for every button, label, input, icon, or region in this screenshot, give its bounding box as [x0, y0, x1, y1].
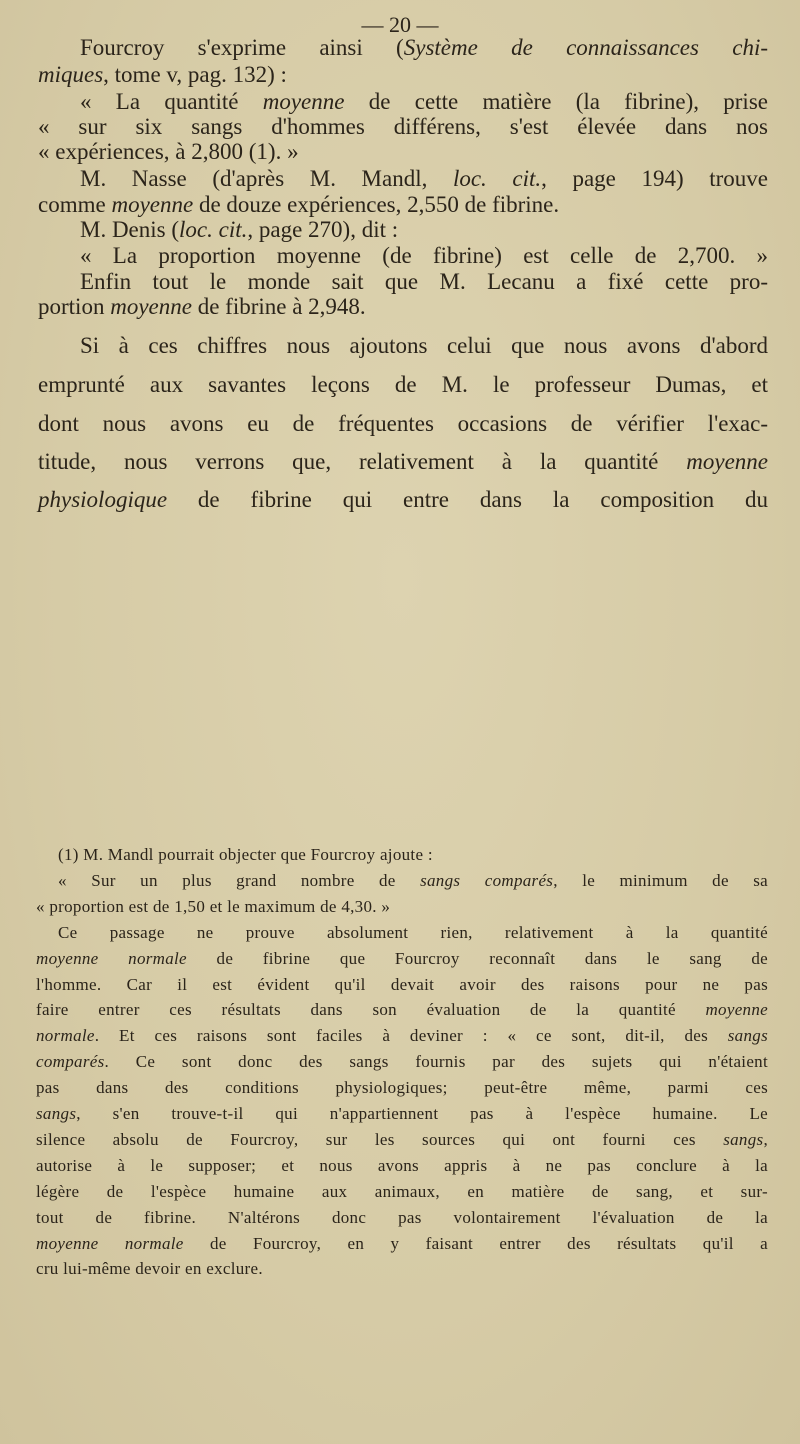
italic-text: moyenne [705, 1000, 768, 1020]
footnote-line [36, 1129, 768, 1151]
text-segment: , s'en trouve-t-il qui n'appartiennent pas à l'espèce humaine. Le [76, 1104, 768, 1123]
text-line [80, 242, 768, 270]
text-segment: tout de fibrine. N'altérons donc pas volontairement l'évaluation de la [36, 1207, 768, 1227]
text-line [38, 61, 287, 89]
italic-text: Système de connaissances chi- [403, 35, 768, 60]
text-segment: (1) M. Mandl pourrait objecter que Fourcroy ajoute : [58, 845, 433, 864]
footnote-line [36, 1207, 768, 1229]
italic-text: loc. cit. [452, 166, 542, 191]
text-segment: portion [38, 294, 111, 319]
text-segment: , [763, 1129, 768, 1149]
text-line [80, 88, 768, 116]
footnote-line [36, 974, 768, 996]
text-segment: , tome v, pag. 132) : [103, 62, 287, 87]
text-segment: M. Nasse (d'après M. Mandl, [80, 166, 453, 191]
text-segment: comme [38, 192, 112, 217]
text-segment: Ce passage ne prouve absolument rien, relativement à la quantité [58, 922, 768, 942]
footnote-line [36, 1258, 263, 1280]
text-line [80, 216, 398, 244]
text-segment: M. Denis ( [80, 217, 180, 242]
text-segment: titude, nous verrons que, relativement à la quantité [38, 449, 687, 474]
text-segment: légère de l'espèce humaine aux animaux, en matière de sang, et sur- [36, 1181, 768, 1201]
text-segment: , le minimum de sa [553, 870, 769, 890]
italic-text: comparés [36, 1052, 105, 1072]
text-line [80, 165, 768, 193]
text-segment: , page 194) trouve [541, 166, 768, 191]
italic-text: moyenne [111, 192, 194, 217]
text-line [38, 293, 366, 321]
text-line [38, 410, 768, 438]
text-segment: . Ce sont donc des sangs fournis par des sujets qui n'étaient [104, 1052, 768, 1072]
text-line [80, 268, 768, 296]
text-line [38, 371, 768, 399]
text-segment: autorise à le supposer; et nous avons appris à ne pas conclure à la [36, 1155, 768, 1175]
page-number: — 20 — [361, 12, 439, 37]
italic-text: moyenne normale [36, 948, 187, 968]
text-segment: dont nous avons eu de fréquentes occasions de vérifier l'exac- [38, 411, 768, 436]
footnote-line [36, 1155, 768, 1177]
footnote-line [36, 1181, 768, 1203]
footnote-line [36, 948, 768, 970]
text-segment: faire entrer ces résultats dans son évaluation de la quantité [36, 1000, 706, 1020]
italic-text: moyenne normale [36, 1233, 184, 1253]
text-segment: « Sur un plus grand nombre de [58, 870, 421, 890]
text-segment: de cette matière (la fibrine), prise [344, 89, 768, 114]
footnote-line [36, 1025, 768, 1047]
text-line [38, 448, 768, 476]
text-segment: « proportion est de 1,50 et le maximum de 4,30. » [36, 896, 391, 916]
footnote-line [36, 1077, 768, 1099]
text-line [80, 332, 768, 360]
italic-text: moyenne [110, 294, 192, 319]
text-segment: Si à ces chiffres nous ajoutons celui que nous avons d'abord [80, 333, 768, 358]
footnote-line [36, 1103, 768, 1125]
footnote-line [36, 896, 390, 918]
text-segment: Fourcroy s'exprime ainsi ( [80, 35, 404, 60]
footnote-line [36, 999, 768, 1021]
italic-text: loc. cit. [179, 217, 248, 242]
footnote-line [58, 922, 768, 944]
text-segment: « expériences, à 2,800 (1). » [38, 139, 299, 164]
text-segment: de fibrine que Fourcroy reconnaît dans le sang de [186, 948, 768, 968]
text-line [38, 191, 559, 219]
text-segment: de fibrine à 2,948. [191, 294, 366, 319]
text-segment: de fibrine qui entre dans la composition du [167, 487, 768, 512]
italic-text: sangs [36, 1104, 77, 1123]
text-segment: cru lui-même devoir en exclure. [36, 1259, 263, 1279]
text-segment: emprunté aux savantes leçons de M. le professeur Dumas, et [38, 372, 768, 397]
italic-text: moyenne [686, 449, 768, 474]
italic-text: miques [38, 62, 104, 87]
text-segment: l'homme. Car il est évident qu'il devait avoir des raisons pour ne pas [36, 974, 768, 994]
italic-text: moyenne [262, 89, 345, 114]
text-segment: . Et ces raisons sont faciles à deviner : « ce sont, dit-il, des [94, 1026, 728, 1046]
text-line [80, 34, 768, 62]
text-segment: , page 270), dit : [247, 217, 399, 242]
italic-text: sangs comparés [420, 870, 554, 890]
text-segment: de douze expériences, 2,550 de fibrine. [193, 192, 560, 217]
text-line [38, 486, 768, 514]
footnote-line [58, 870, 768, 892]
text-segment: silence absolu de Fourcroy, sur les sources qui ont fourni ces [36, 1129, 724, 1149]
italic-text: physiologique [38, 487, 168, 512]
italic-text: sangs [727, 1026, 768, 1046]
text-segment: « La quantité [80, 89, 263, 114]
text-line [38, 113, 768, 141]
text-segment: pas dans des conditions physiologiques; peut-être même, parmi ces [36, 1078, 768, 1098]
italic-text: sangs [723, 1129, 764, 1149]
text-segment: « La proportion moyenne (de fibrine) est celle de 2,700. » [80, 243, 768, 268]
footnote-line [36, 1233, 768, 1255]
text-line [38, 138, 299, 166]
text-segment: Enfin tout le monde sait que M. Lecanu a fixé cette pro- [80, 269, 768, 294]
italic-text: normale [36, 1026, 95, 1046]
text-segment: « sur six sangs d'hommes différens, s'est élevée dans nos [38, 114, 768, 139]
text-segment: de Fourcroy, en y faisant entrer des résultats qu'il a [183, 1233, 768, 1253]
footnote-line [36, 1051, 768, 1073]
footnote-line [58, 844, 433, 866]
